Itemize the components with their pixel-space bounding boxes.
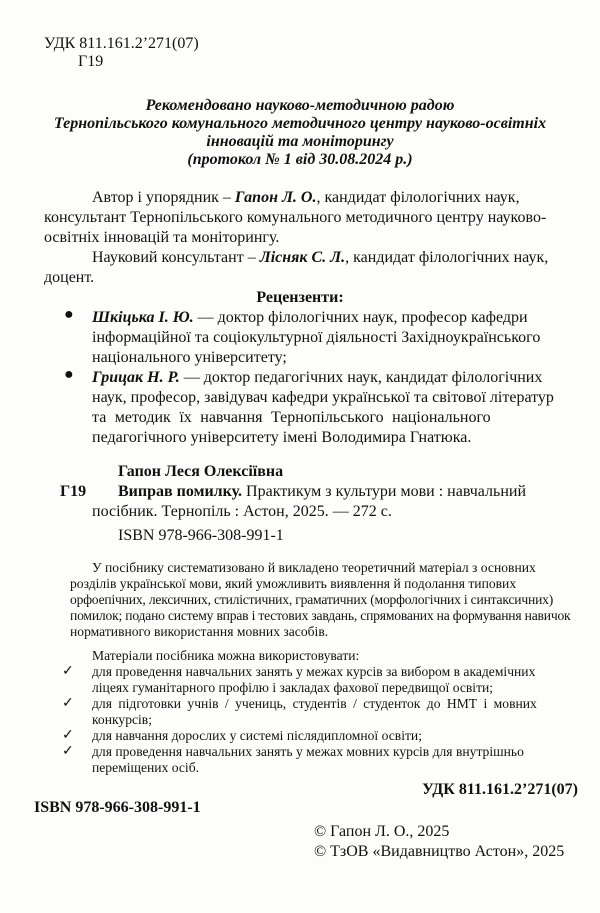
reviewer-2-line-1	[92, 368, 542, 387]
author-line-3: освітніх інновацій та моніторингу.	[44, 229, 280, 246]
author-rest: , кандидат філологічних наук,	[316, 189, 520, 206]
abstract-line-1: У посібнику систематизовано й викладено теоретичний матеріал з основних	[92, 560, 536, 575]
catalog-author: Гапон Леся Олексіївна	[118, 463, 284, 480]
udk-top: УДК 811.161.2’271(07)	[44, 35, 199, 52]
check-mark-icon: ✓	[62, 728, 74, 743]
catalog-line-1	[118, 482, 526, 501]
consultant-line-1	[92, 248, 548, 267]
reviewers-title: Рецензенти:	[256, 289, 344, 306]
usage-item-4-line-2: переміщених осіб.	[92, 760, 200, 775]
usage-item-4-line-1: для проведення навчальних занять у межах мовних курсів для внутрішньо	[92, 744, 524, 759]
bullet-icon: ●	[64, 306, 74, 323]
reviewer-1-name: Шкіцька І. Ю.	[92, 309, 194, 326]
reviewer-1-line-3: національного університету;	[92, 349, 287, 366]
udk-bottom: УДК 811.161.2’271(07)	[422, 781, 578, 798]
usage-item-2-line-2: конкурсів;	[92, 712, 152, 727]
reviewer-2-name: Грицак Н. Р.	[92, 369, 180, 386]
recommend-line-3: інновацій та моніторингу	[206, 133, 394, 150]
usage-item-1-line-1: для проведення навчальних занять у межах курсів за вибором в академічних	[92, 664, 536, 679]
consultant-prefix: Науковий консультант –	[92, 249, 260, 266]
code-top: Г19	[78, 53, 104, 70]
check-mark-icon: ✓	[62, 664, 74, 679]
reviewer-1-line-2: інформаційної та соціокультурної діяльності Західноукраїнського	[92, 329, 541, 346]
reviewer-2-rest: — доктор педагогічних наук, кандидат філологічних	[179, 369, 543, 386]
check-mark-icon: ✓	[62, 744, 74, 759]
copyright-line-1: © Гапон Л. О., 2025	[314, 823, 450, 840]
usage-intro: Матеріали посібника можна використовувати:	[92, 648, 360, 663]
isbn-bottom: ІSBN 978-966-308-991-1	[34, 799, 201, 816]
check-mark-icon: ✓	[62, 696, 74, 711]
recommend-line-2: Тернопільського комунального методичного центру науково-освітніх	[53, 115, 547, 132]
author-line-1	[92, 188, 520, 207]
catalog-isbn: ІSBN 978-966-308-991-1	[118, 527, 284, 544]
recommend-line-4: (протокол № 1 від 30.08.2024 р.)	[187, 151, 413, 168]
consultant-line-2: доцент.	[44, 269, 95, 286]
catalog-code: Г19	[60, 483, 87, 500]
reviewer-2-line-2: наук, професор, завідувач кафедри української та світової літератур	[92, 389, 554, 406]
usage-item-1-line-2: ліцеях гуманітарного профілю і закладах фахової передвищої освіти;	[92, 680, 494, 695]
reviewer-1-rest: — доктор філологічних наук, професор кафедри	[193, 309, 528, 326]
bullet-icon: ●	[64, 366, 74, 383]
catalog-title: Виправ помилку.	[118, 483, 243, 500]
usage-item-3-line-1: для навчання дорослих у системі післядипломної освіти;	[92, 728, 422, 743]
consultant-rest: , кандидат філологічних наук,	[345, 249, 549, 266]
usage-item-2-line-1: для підготовки учнів / учениць, студентів / студенток до НМТ і мовних	[92, 696, 537, 711]
abstract-line-3: орфоепічних, лексичних, стилістичних, граматичних (морфологічних і синтаксичних)	[70, 592, 554, 607]
reviewer-2-line-3: та методик їх навчання Тернопільського національного	[92, 409, 491, 426]
author-name: Гапон Л. О.	[234, 189, 317, 206]
abstract-line-2: розділів української мови, який уможливить виявлення й подолання типових	[70, 576, 517, 591]
reviewer-1-line-1	[92, 308, 528, 327]
abstract-line-4: помилок; подано систему вправ і тестових завдань, спрямованих на формування навичок	[70, 608, 571, 623]
reviewer-2-line-4: педагогічного університету імені Володимира Гнатюка.	[92, 429, 472, 446]
recommend-line-1: Рекомендовано науково-методичною радою	[145, 97, 455, 114]
catalog-rest: Практикум з культури мови : навчальний	[242, 483, 527, 500]
consultant-name: Лісняк С. Л.	[259, 249, 346, 266]
copyright-line-2: © ТзОВ «Видавництво Астон», 2025	[314, 843, 565, 860]
catalog-line-2: посібник. Тернопіль : Астон, 2025. — 272 с.	[92, 503, 392, 520]
abstract-line-5: нормативного використання мовних засобів.	[70, 624, 329, 639]
author-line-2: консультант Тернопільського комунального методичного центру науково-	[44, 209, 547, 226]
author-prefix: Автор і упорядник –	[92, 189, 235, 206]
